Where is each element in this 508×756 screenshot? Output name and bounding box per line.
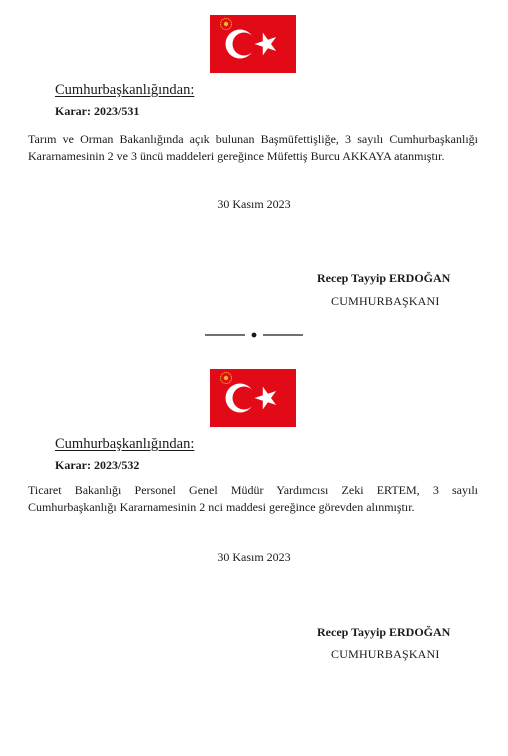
section-separator: [205, 329, 303, 341]
signatory-name: Recep Tayyip ERDOĞAN: [317, 271, 451, 285]
decree-date: 30 Kasım 2023: [217, 197, 291, 211]
signatory-name: Recep Tayyip ERDOĞAN: [317, 625, 451, 639]
decree-heading: Cumhurbaşkanlığından:: [55, 436, 195, 452]
decree-date: 30 Kasım 2023: [217, 550, 291, 564]
decree-body: Tarım ve Orman Bakanlığında açık bulunan Başmüfettişliğe, 3 sayılı Cumhurbaşkanlığı Kararnamesinin 2 ve 3 üncü maddeleri gereğince Müfettiş Burcu AKKAYA atanmıştır.: [28, 132, 478, 163]
decree-number: Karar: 2023/531: [55, 104, 140, 118]
decree-body: Ticaret Bakanlığı Personel Genel Müdür Yardımcısı Zeki ERTEM, 3 sayılı Cumhurbaşkanlığı Kararnamesinin 2 nci maddesi gereğince görevden alınmıştır.: [28, 483, 478, 514]
signatory-title: CUMHURBAŞKANI: [331, 647, 440, 661]
turkish-flag-icon: [210, 15, 296, 73]
signatory-title: CUMHURBAŞKANI: [331, 294, 440, 308]
turkish-flag-icon: [210, 369, 296, 427]
decree-heading: Cumhurbaşkanlığından:: [55, 82, 195, 98]
decree-number: Karar: 2023/532: [55, 458, 140, 472]
